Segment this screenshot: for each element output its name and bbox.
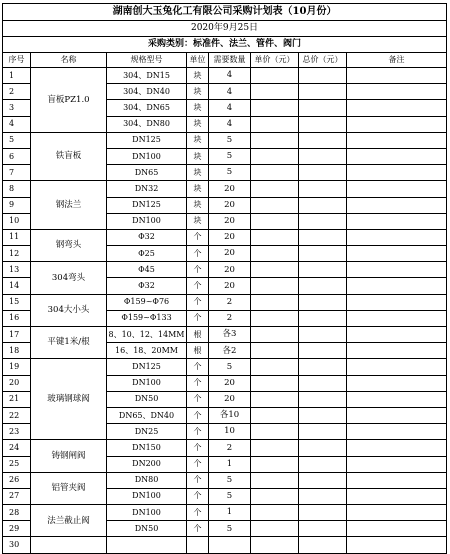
cell-qty: 各10 (209, 407, 251, 423)
cell-price (251, 132, 299, 148)
cell-unit: 个 (187, 246, 209, 262)
cell-note (347, 294, 447, 310)
cell-note (347, 359, 447, 375)
cell-qty: 5 (209, 165, 251, 181)
cell-seq: 10 (3, 213, 31, 229)
cell-price (251, 148, 299, 164)
table-row (3, 229, 447, 245)
cell-note (347, 456, 447, 472)
cell-total (299, 213, 347, 229)
cell-price (251, 440, 299, 456)
cell-seq: 22 (3, 407, 31, 423)
table-row (3, 294, 447, 310)
cell-qty: 20 (209, 229, 251, 245)
cell-note (347, 391, 447, 407)
cell-seq: 25 (3, 456, 31, 472)
cell-seq: 1 (3, 68, 31, 84)
cell-qty: 4 (209, 84, 251, 100)
cell-spec: DN200 (107, 456, 187, 472)
cell-spec: DN125 (107, 197, 187, 213)
cell-spec: DN50 (107, 391, 187, 407)
cell-seq: 16 (3, 310, 31, 326)
cell-qty: 5 (209, 521, 251, 537)
cell-total (299, 278, 347, 294)
cell-spec: DN100 (107, 488, 187, 504)
cell-price (251, 537, 299, 553)
cell-qty: 2 (209, 294, 251, 310)
cell-unit: 块 (187, 197, 209, 213)
cell-note (347, 197, 447, 213)
cell-note (347, 84, 447, 100)
cell-note (347, 68, 447, 84)
cell-price (251, 407, 299, 423)
cell-note (347, 521, 447, 537)
cell-qty: 2 (209, 310, 251, 326)
cell-unit: 个 (187, 359, 209, 375)
cell-qty: 1 (209, 456, 251, 472)
cell-name: 钢弯头 (31, 229, 107, 261)
cell-name: 铸钢闸阀 (31, 440, 107, 472)
cell-price (251, 375, 299, 391)
header-qty: 需要数量 (209, 53, 251, 68)
cell-unit: 根 (187, 327, 209, 343)
cell-spec: DN25 (107, 424, 187, 440)
cell-price (251, 472, 299, 488)
cell-note (347, 213, 447, 229)
cell-total (299, 424, 347, 440)
cell-price (251, 246, 299, 262)
cell-name: 钢法兰 (31, 181, 107, 230)
cell-name: 法兰截止阀 (31, 505, 107, 537)
cell-note (347, 278, 447, 294)
cell-seq: 5 (3, 132, 31, 148)
cell-spec: DN125 (107, 359, 187, 375)
cell-unit: 个 (187, 521, 209, 537)
cell-price (251, 310, 299, 326)
cell-qty: 20 (209, 213, 251, 229)
cell-unit: 个 (187, 505, 209, 521)
cell-spec: DN100 (107, 148, 187, 164)
cell-qty: 5 (209, 359, 251, 375)
cell-seq: 28 (3, 505, 31, 521)
cell-spec: Φ32 (107, 229, 187, 245)
cell-seq: 30 (3, 537, 31, 553)
header-total: 总价（元） (299, 53, 347, 68)
cell-total (299, 505, 347, 521)
cell-note (347, 229, 447, 245)
cell-note (347, 116, 447, 132)
cell-total (299, 229, 347, 245)
cell-note (347, 100, 447, 116)
cell-unit: 块 (187, 84, 209, 100)
cell-price (251, 488, 299, 504)
cell-spec: 304、DN40 (107, 84, 187, 100)
cell-seq: 15 (3, 294, 31, 310)
cell-total (299, 181, 347, 197)
cell-total (299, 68, 347, 84)
cell-spec: DN125 (107, 132, 187, 148)
table-row (3, 505, 447, 521)
cell-total (299, 472, 347, 488)
cell-total (299, 148, 347, 164)
cell-total (299, 310, 347, 326)
table-row (3, 472, 447, 488)
cell-price (251, 181, 299, 197)
cell-note (347, 148, 447, 164)
cell-price (251, 68, 299, 84)
cell-qty: 10 (209, 424, 251, 440)
cell-qty: 5 (209, 472, 251, 488)
cell-spec: DN100 (107, 505, 187, 521)
cell-note (347, 181, 447, 197)
cell-unit: 块 (187, 132, 209, 148)
cell-note (347, 440, 447, 456)
cell-total (299, 165, 347, 181)
cell-seq: 8 (3, 181, 31, 197)
cell-qty: 20 (209, 391, 251, 407)
cell-unit: 个 (187, 262, 209, 278)
cell-note (347, 165, 447, 181)
table-row (3, 68, 447, 84)
cell-spec: DN65 (107, 165, 187, 181)
header-spec: 规格型号 (107, 53, 187, 68)
cell-qty: 4 (209, 68, 251, 84)
cell-spec: DN65、DN40 (107, 407, 187, 423)
cell-note (347, 262, 447, 278)
cell-qty: 20 (209, 181, 251, 197)
cell-name: 铝管夹阀 (31, 472, 107, 504)
cell-price (251, 343, 299, 359)
cell-total (299, 456, 347, 472)
cell-unit: 个 (187, 310, 209, 326)
cell-seq: 12 (3, 246, 31, 262)
cell-unit: 个 (187, 278, 209, 294)
cell-name: 304弯头 (31, 262, 107, 294)
cell-seq: 9 (3, 197, 31, 213)
cell-name: 304大小头 (31, 294, 107, 326)
cell-spec: Φ159~Φ76 (107, 294, 187, 310)
cell-note (347, 488, 447, 504)
cell-qty: 5 (209, 488, 251, 504)
cell-spec: 304、DN15 (107, 68, 187, 84)
table-row (3, 262, 447, 278)
cell-total (299, 375, 347, 391)
cell-spec: 16、18、20MM (107, 343, 187, 359)
table-row (3, 327, 447, 343)
header-price: 单价（元） (251, 53, 299, 68)
cell-note (347, 343, 447, 359)
cell-total (299, 262, 347, 278)
table-row (3, 132, 447, 148)
cell-qty: 5 (209, 148, 251, 164)
cell-total (299, 116, 347, 132)
cell-total (299, 440, 347, 456)
cell-price (251, 521, 299, 537)
cell-name (31, 537, 107, 553)
cell-seq: 2 (3, 84, 31, 100)
cell-total (299, 488, 347, 504)
cell-total (299, 132, 347, 148)
cell-price (251, 262, 299, 278)
cell-total (299, 246, 347, 262)
cell-total (299, 537, 347, 553)
cell-qty: 4 (209, 116, 251, 132)
cell-qty: 20 (209, 246, 251, 262)
cell-qty (209, 537, 251, 553)
cell-note (347, 327, 447, 343)
cell-unit: 块 (187, 68, 209, 84)
cell-unit: 块 (187, 116, 209, 132)
cell-spec: DN100 (107, 375, 187, 391)
cell-unit: 块 (187, 213, 209, 229)
cell-price (251, 391, 299, 407)
cell-qty: 20 (209, 278, 251, 294)
cell-spec: DN50 (107, 521, 187, 537)
cell-note (347, 537, 447, 553)
cell-spec: 304、DN65 (107, 100, 187, 116)
cell-price (251, 505, 299, 521)
cell-note (347, 505, 447, 521)
cell-unit: 块 (187, 148, 209, 164)
cell-note (347, 375, 447, 391)
cell-unit: 个 (187, 472, 209, 488)
cell-seq: 4 (3, 116, 31, 132)
cell-unit: 块 (187, 181, 209, 197)
cell-price (251, 294, 299, 310)
cell-note (347, 407, 447, 423)
document-title: 湖南创大玉兔化工有限公司采购计划表（10月份） (3, 4, 447, 21)
cell-total (299, 84, 347, 100)
cell-seq: 26 (3, 472, 31, 488)
cell-note (347, 132, 447, 148)
cell-price (251, 165, 299, 181)
cell-note (347, 246, 447, 262)
cell-name: 玻璃钢球阀 (31, 359, 107, 440)
cell-seq: 14 (3, 278, 31, 294)
cell-qty: 1 (209, 505, 251, 521)
header-seq: 序号 (3, 53, 31, 68)
header-unit: 单位 (187, 53, 209, 68)
cell-spec: DN32 (107, 181, 187, 197)
purchase-plan-table (2, 3, 447, 554)
cell-seq: 17 (3, 327, 31, 343)
cell-seq: 11 (3, 229, 31, 245)
cell-spec: Φ32 (107, 278, 187, 294)
cell-spec: Φ159~Φ133 (107, 310, 187, 326)
cell-spec (107, 537, 187, 553)
cell-seq: 7 (3, 165, 31, 181)
cell-seq: 3 (3, 100, 31, 116)
table-row (3, 359, 447, 375)
cell-qty: 5 (209, 132, 251, 148)
cell-name: 铁盲板 (31, 132, 107, 181)
cell-unit: 块 (187, 165, 209, 181)
cell-unit: 个 (187, 294, 209, 310)
cell-total (299, 197, 347, 213)
purchase-plan-sheet (2, 3, 446, 554)
cell-price (251, 327, 299, 343)
cell-spec: DN150 (107, 440, 187, 456)
cell-seq: 13 (3, 262, 31, 278)
cell-total (299, 100, 347, 116)
cell-note (347, 424, 447, 440)
cell-seq: 23 (3, 424, 31, 440)
cell-name: 盲板PZ1.0 (31, 68, 107, 133)
cell-seq: 20 (3, 375, 31, 391)
cell-price (251, 116, 299, 132)
cell-unit: 个 (187, 407, 209, 423)
cell-qty: 各3 (209, 327, 251, 343)
cell-price (251, 100, 299, 116)
cell-unit: 个 (187, 456, 209, 472)
cell-seq: 24 (3, 440, 31, 456)
cell-total (299, 294, 347, 310)
cell-seq: 19 (3, 359, 31, 375)
cell-unit: 个 (187, 391, 209, 407)
header-name: 名称 (31, 53, 107, 68)
cell-seq: 21 (3, 391, 31, 407)
cell-price (251, 278, 299, 294)
cell-unit: 个 (187, 229, 209, 245)
cell-spec: Φ25 (107, 246, 187, 262)
cell-price (251, 359, 299, 375)
cell-total (299, 343, 347, 359)
cell-seq: 27 (3, 488, 31, 504)
cell-unit (187, 537, 209, 553)
cell-price (251, 456, 299, 472)
cell-unit: 个 (187, 440, 209, 456)
cell-price (251, 197, 299, 213)
cell-total (299, 521, 347, 537)
cell-note (347, 472, 447, 488)
purchase-category: 采购类别：标准件、法兰、管件、阀门 (3, 37, 447, 53)
cell-qty: 20 (209, 375, 251, 391)
cell-qty: 20 (209, 262, 251, 278)
cell-price (251, 84, 299, 100)
cell-unit: 个 (187, 424, 209, 440)
cell-price (251, 213, 299, 229)
cell-unit: 个 (187, 375, 209, 391)
cell-spec: DN100 (107, 213, 187, 229)
table-row (3, 537, 447, 553)
cell-seq: 6 (3, 148, 31, 164)
cell-qty: 2 (209, 440, 251, 456)
cell-qty: 20 (209, 197, 251, 213)
cell-seq: 29 (3, 521, 31, 537)
header-note: 备注 (347, 53, 447, 68)
table-body (3, 68, 447, 554)
cell-total (299, 407, 347, 423)
cell-total (299, 359, 347, 375)
table-row (3, 440, 447, 456)
header-row (3, 53, 447, 68)
table-row (3, 181, 447, 197)
cell-spec: DN80 (107, 472, 187, 488)
cell-total (299, 391, 347, 407)
cell-unit: 根 (187, 343, 209, 359)
cell-unit: 个 (187, 488, 209, 504)
cell-spec: Φ45 (107, 262, 187, 278)
cell-unit: 块 (187, 100, 209, 116)
cell-spec: 8、10、12、14MM (107, 327, 187, 343)
cell-price (251, 229, 299, 245)
cell-seq: 18 (3, 343, 31, 359)
cell-qty: 4 (209, 100, 251, 116)
cell-price (251, 424, 299, 440)
cell-total (299, 327, 347, 343)
document-date: 2020年9月25日 (3, 21, 447, 37)
cell-qty: 各2 (209, 343, 251, 359)
cell-note (347, 310, 447, 326)
cell-spec: 304、DN80 (107, 116, 187, 132)
cell-name: 平键1米/根 (31, 327, 107, 359)
